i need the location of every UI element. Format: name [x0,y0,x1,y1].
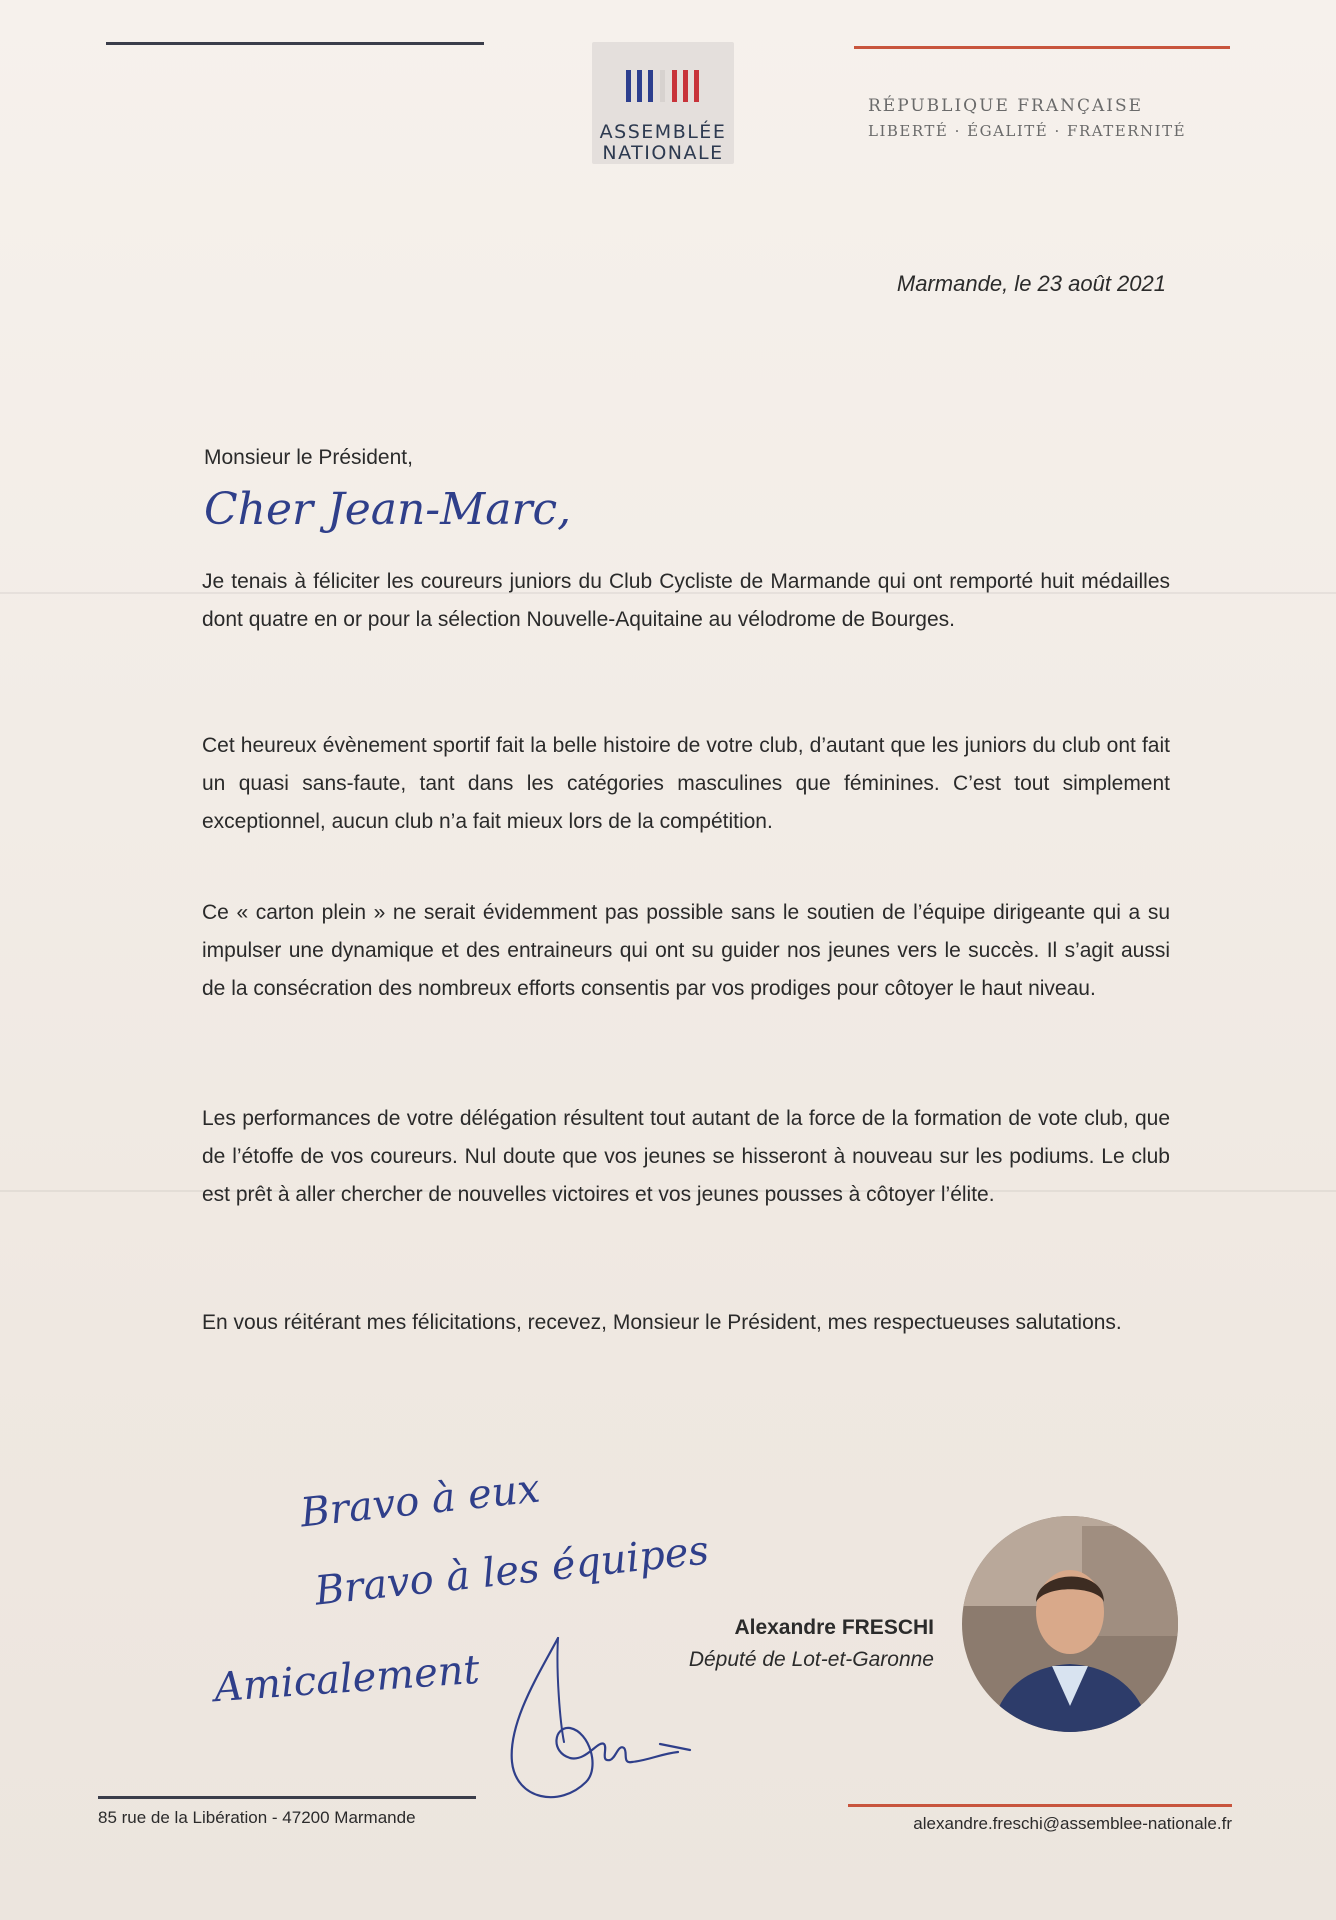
handwritten-note: Bravo à les équipes [312,1527,711,1615]
republic-motto [868,96,1186,140]
footer-email: alexandre.freschi@assemblee-nationale.fr [913,1814,1232,1833]
signatory-title: Député de Lot-et-Garonne [688,1648,934,1671]
handwritten-greeting: Cher Jean-Marc, [204,484,572,535]
footer-address: 85 rue de la Libération - 47200 Marmande [98,1808,416,1827]
signature-image [500,1632,700,1812]
letter-date: Marmande, le 23 août 2021 [896,271,1166,296]
logo-line-1: ASSEMBLÉE [599,121,727,143]
paragraph: En vous réitérant mes félicitations, recevez, Monsieur le Président, mes respectueuses salutations. [202,1311,1122,1334]
paragraph: Cet heureux évènement sportif fait la belle histoire de votre club, d’autant que les juniors du club ont fait un quasi sans-faute, tant dans les catégories masculines que féminines. C’est tout simplement exceptionnel, aucun club n’a fait mieux lors de la compétition. [202,734,1170,833]
paragraph: Les performances de votre délégation résultent tout autant de la force de la formation de vote club, que de l’étoffe de vos coureurs. Nul doute que vos jeunes se hisseront à nouveau sur les podiums. Le club est prêt à aller chercher de nouvelles victoires et vos jeunes pousses à côtoyer l’élite. [202,1107,1170,1206]
flag-bars-icon [612,68,714,104]
handwritten-closing: Amicalement [212,1646,482,1712]
logo-line-2: NATIONALE [602,142,724,164]
paragraph: Ce « carton plein » ne serait évidemment pas possible sans le soutien de l’équipe dirigeante qui a su impulser une dynamique et des entraineurs qui ont su guider nos jeunes vers le succès. Il s’agit aussi de la consécration des nombreux efforts consentis par vos prodiges pour côtoyer le haut niveau. [202,901,1170,1000]
header-rule-left [106,42,484,45]
footer-rule-left [98,1796,476,1799]
republic-motto-line: LIBERTÉ · ÉGALITÉ · FRATERNITÉ [868,122,1187,140]
signatory-name: Alexandre FRESCHI [734,1616,934,1639]
portrait-icon [962,1516,1178,1732]
salutation: Monsieur le Président, [204,446,413,469]
footer-rule-right [848,1804,1232,1807]
paragraph: Je tenais à féliciter les coureurs juniors du Club Cycliste de Marmande qui ont remporté huit médailles dont quatre en or pour la sélection Nouvelle-Aquitaine au vélodrome de Bourges. [202,570,1170,631]
handwritten-note: Bravo à eux [298,1465,543,1537]
assemblee-nationale-logo [592,42,734,164]
portrait-photo [962,1516,1178,1732]
republic-title: RÉPUBLIQUE FRANÇAISE [868,96,1144,116]
header-rule-right [854,46,1230,49]
